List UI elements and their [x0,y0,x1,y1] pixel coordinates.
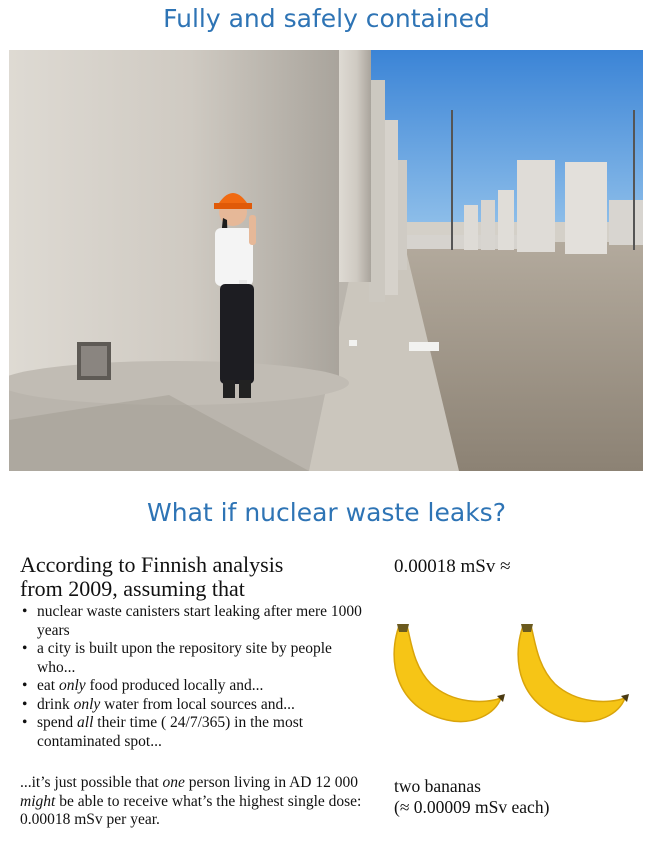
heading-contained: Fully and safely contained [163,4,490,33]
heading-leak-question: What if nuclear waste leaks? [147,498,506,527]
assumption-time: • spend all their time ( 24/7/365) in the most contaminated spot... [20,714,365,751]
assumption-leaking: • nuclear waste canisters start leaking after mere 1000 years [20,603,365,640]
banana-right [518,624,629,722]
analysis-title [20,553,365,601]
assumption-water: • drink only water from local sources and... [20,696,365,715]
bananas-illustration [383,620,633,730]
finnish-analysis-text [20,553,365,830]
assumption-city: • a city is built upon the repository site by people who... [20,640,365,677]
storage-site-photo [9,50,643,471]
banana-left [394,624,505,722]
dose-value: 0.00018 mSv ≈ [394,556,511,577]
assumption-food: • eat only food produced locally and... [20,677,365,696]
analysis-conclusion: ...it’s just possible that one person living in AD 12 000 might be able to receive what’s the highest single dose: 0.00018 mSv per year. [20,774,362,828]
banana-caption-line1: two bananas [394,776,481,796]
analysis-title-line2: from 2009, assuming that [20,576,245,601]
assumptions-list [20,603,365,751]
banana-caption-line2: (≈ 0.00009 mSv each) [394,797,550,817]
banana-caption [394,776,549,818]
analysis-title-line1: According to Finnish analysis [20,552,284,577]
